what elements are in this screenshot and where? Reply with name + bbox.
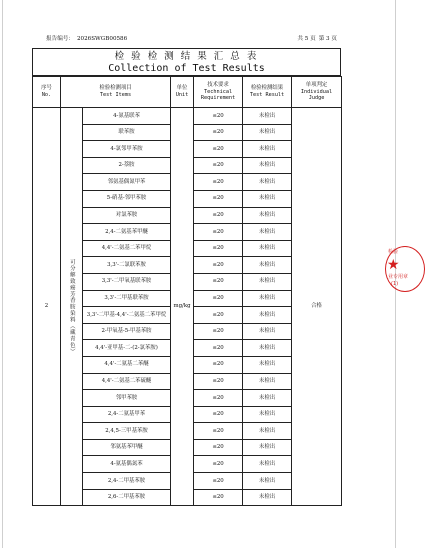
table-row bbox=[33, 108, 342, 125]
results-table bbox=[32, 76, 342, 506]
test-item: 3,3'-二甲氧基联苯胺 bbox=[83, 273, 171, 290]
requirement-cell: ≤20 bbox=[194, 406, 243, 423]
seal-text-number: (1) bbox=[391, 281, 399, 287]
requirement-cell: ≤20 bbox=[194, 473, 243, 490]
result-cell: 未检出 bbox=[243, 224, 292, 241]
test-item: 4-氨基联苯 bbox=[83, 108, 171, 125]
red-seal-stamp bbox=[385, 246, 409, 292]
group-judge: 合格 bbox=[292, 108, 342, 506]
requirement-cell: ≤20 bbox=[194, 373, 243, 390]
test-item: 4,4'-亚甲基-二-(2-氯苯胺) bbox=[83, 340, 171, 357]
requirement-cell: ≤20 bbox=[194, 240, 243, 257]
col-header-item: 检验检测项目 Test Items bbox=[61, 77, 171, 108]
title-english: Collection of Test Results bbox=[108, 63, 265, 74]
table-header-row bbox=[33, 77, 342, 108]
test-item: 4-氯邻甲苯胺 bbox=[83, 141, 171, 158]
result-cell: 未检出 bbox=[243, 108, 292, 125]
result-cell: 未检出 bbox=[243, 489, 292, 506]
document-title bbox=[32, 48, 341, 76]
requirement-cell: ≤20 bbox=[194, 190, 243, 207]
test-item: 2,4-二氨基苯甲醚 bbox=[83, 224, 171, 241]
test-item: 2-甲氧基-5-甲基苯胺 bbox=[83, 323, 171, 340]
group-category: 可分解致癌芳香胺染料（藏青色） bbox=[61, 108, 83, 506]
test-item: 对氯苯胺 bbox=[83, 207, 171, 224]
requirement-cell: ≤20 bbox=[194, 307, 243, 324]
test-item: 联苯胺 bbox=[83, 124, 171, 141]
title-chinese: 检 验 检 测 结 果 汇 总 表 bbox=[114, 51, 259, 62]
col-header-no: 序号 No. bbox=[33, 77, 61, 108]
test-item: 邻氨基偶氮甲苯 bbox=[83, 174, 171, 191]
page-edge-left bbox=[2, 0, 3, 548]
requirement-cell: ≤20 bbox=[194, 340, 243, 357]
requirement-cell: ≤20 bbox=[194, 390, 243, 407]
col-header-result: 检验检测结果 Test Result bbox=[243, 77, 292, 108]
result-cell: 未检出 bbox=[243, 373, 292, 390]
table-body bbox=[33, 108, 342, 506]
result-cell: 未检出 bbox=[243, 174, 292, 191]
seal-text-bottom: 业专用章 bbox=[388, 274, 409, 280]
requirement-cell: ≤20 bbox=[194, 224, 243, 241]
requirement-cell: ≤20 bbox=[194, 108, 243, 125]
test-item: 4-氨基偶氮苯 bbox=[83, 456, 171, 473]
result-cell: 未检出 bbox=[243, 141, 292, 158]
test-item: 邻氨基苯甲醚 bbox=[83, 439, 171, 456]
current-page: 第 3 页 bbox=[318, 36, 337, 42]
test-item: 2,4-二甲基苯胺 bbox=[83, 473, 171, 490]
test-item: 2-萘胺 bbox=[83, 157, 171, 174]
result-cell: 未检出 bbox=[243, 273, 292, 290]
requirement-cell: ≤20 bbox=[194, 356, 243, 373]
report-number bbox=[46, 36, 130, 43]
result-cell: 未检出 bbox=[243, 456, 292, 473]
result-cell: 未检出 bbox=[243, 340, 292, 357]
requirement-cell: ≤20 bbox=[194, 423, 243, 440]
total-pages: 共 5 页 bbox=[297, 36, 316, 42]
requirement-cell: ≤20 bbox=[194, 439, 243, 456]
test-item: 3,3'-二氯联苯胺 bbox=[83, 257, 171, 274]
seal-text-top: 检验 bbox=[388, 249, 399, 255]
requirement-cell: ≤20 bbox=[194, 157, 243, 174]
requirement-cell: ≤20 bbox=[194, 323, 243, 340]
requirement-cell: ≤20 bbox=[194, 456, 243, 473]
result-cell: 未检出 bbox=[243, 207, 292, 224]
report-number-label: 报告编号： bbox=[46, 36, 74, 42]
test-item: 5-硝基-邻甲苯胺 bbox=[83, 190, 171, 207]
test-item: 4,4'-二氨基二苯硫醚 bbox=[83, 373, 171, 390]
result-cell: 未检出 bbox=[243, 423, 292, 440]
seal-star-icon: ★ bbox=[387, 257, 400, 273]
test-item: 2,6-二甲基苯胺 bbox=[83, 489, 171, 506]
requirement-cell: ≤20 bbox=[194, 290, 243, 307]
requirement-cell: ≤20 bbox=[194, 141, 243, 158]
requirement-cell: ≤20 bbox=[194, 257, 243, 274]
result-cell: 未检出 bbox=[243, 406, 292, 423]
page-indicator bbox=[297, 36, 340, 43]
requirement-cell: ≤20 bbox=[194, 273, 243, 290]
result-cell: 未检出 bbox=[243, 257, 292, 274]
test-item: 2,4-二氨基甲苯 bbox=[83, 406, 171, 423]
report-header bbox=[46, 36, 340, 43]
result-cell: 未检出 bbox=[243, 323, 292, 340]
result-cell: 未检出 bbox=[243, 439, 292, 456]
result-cell: 未检出 bbox=[243, 307, 292, 324]
test-item: 3,3'-二甲基-4,4'-二氨基二苯甲烷 bbox=[83, 307, 171, 324]
col-header-requirement: 技术要求 Technical Requirement bbox=[194, 77, 243, 108]
group-number: 2 bbox=[33, 108, 61, 506]
result-cell: 未检出 bbox=[243, 190, 292, 207]
col-header-judge: 单项判定 Individual Judge bbox=[292, 77, 342, 108]
test-item: 4,4'-二氨基二苯醚 bbox=[83, 356, 171, 373]
test-item: 邻甲苯胺 bbox=[83, 390, 171, 407]
result-cell: 未检出 bbox=[243, 124, 292, 141]
result-cell: 未检出 bbox=[243, 390, 292, 407]
requirement-cell: ≤20 bbox=[194, 174, 243, 191]
report-number-value: 2026SWGB00586 bbox=[76, 36, 128, 42]
result-cell: 未检出 bbox=[243, 290, 292, 307]
result-cell: 未检出 bbox=[243, 356, 292, 373]
requirement-cell: ≤20 bbox=[194, 489, 243, 506]
test-item: 2,4,5-三甲基苯胺 bbox=[83, 423, 171, 440]
test-item: 3,3'-二甲基联苯胺 bbox=[83, 290, 171, 307]
group-unit: mg/kg bbox=[171, 108, 194, 506]
result-cell: 未检出 bbox=[243, 473, 292, 490]
requirement-cell: ≤20 bbox=[194, 207, 243, 224]
requirement-cell: ≤20 bbox=[194, 124, 243, 141]
result-cell: 未检出 bbox=[243, 240, 292, 257]
col-header-unit: 单位 Unit bbox=[171, 77, 194, 108]
result-cell: 未检出 bbox=[243, 157, 292, 174]
test-item: 4,4'-二氨基二苯甲烷 bbox=[83, 240, 171, 257]
